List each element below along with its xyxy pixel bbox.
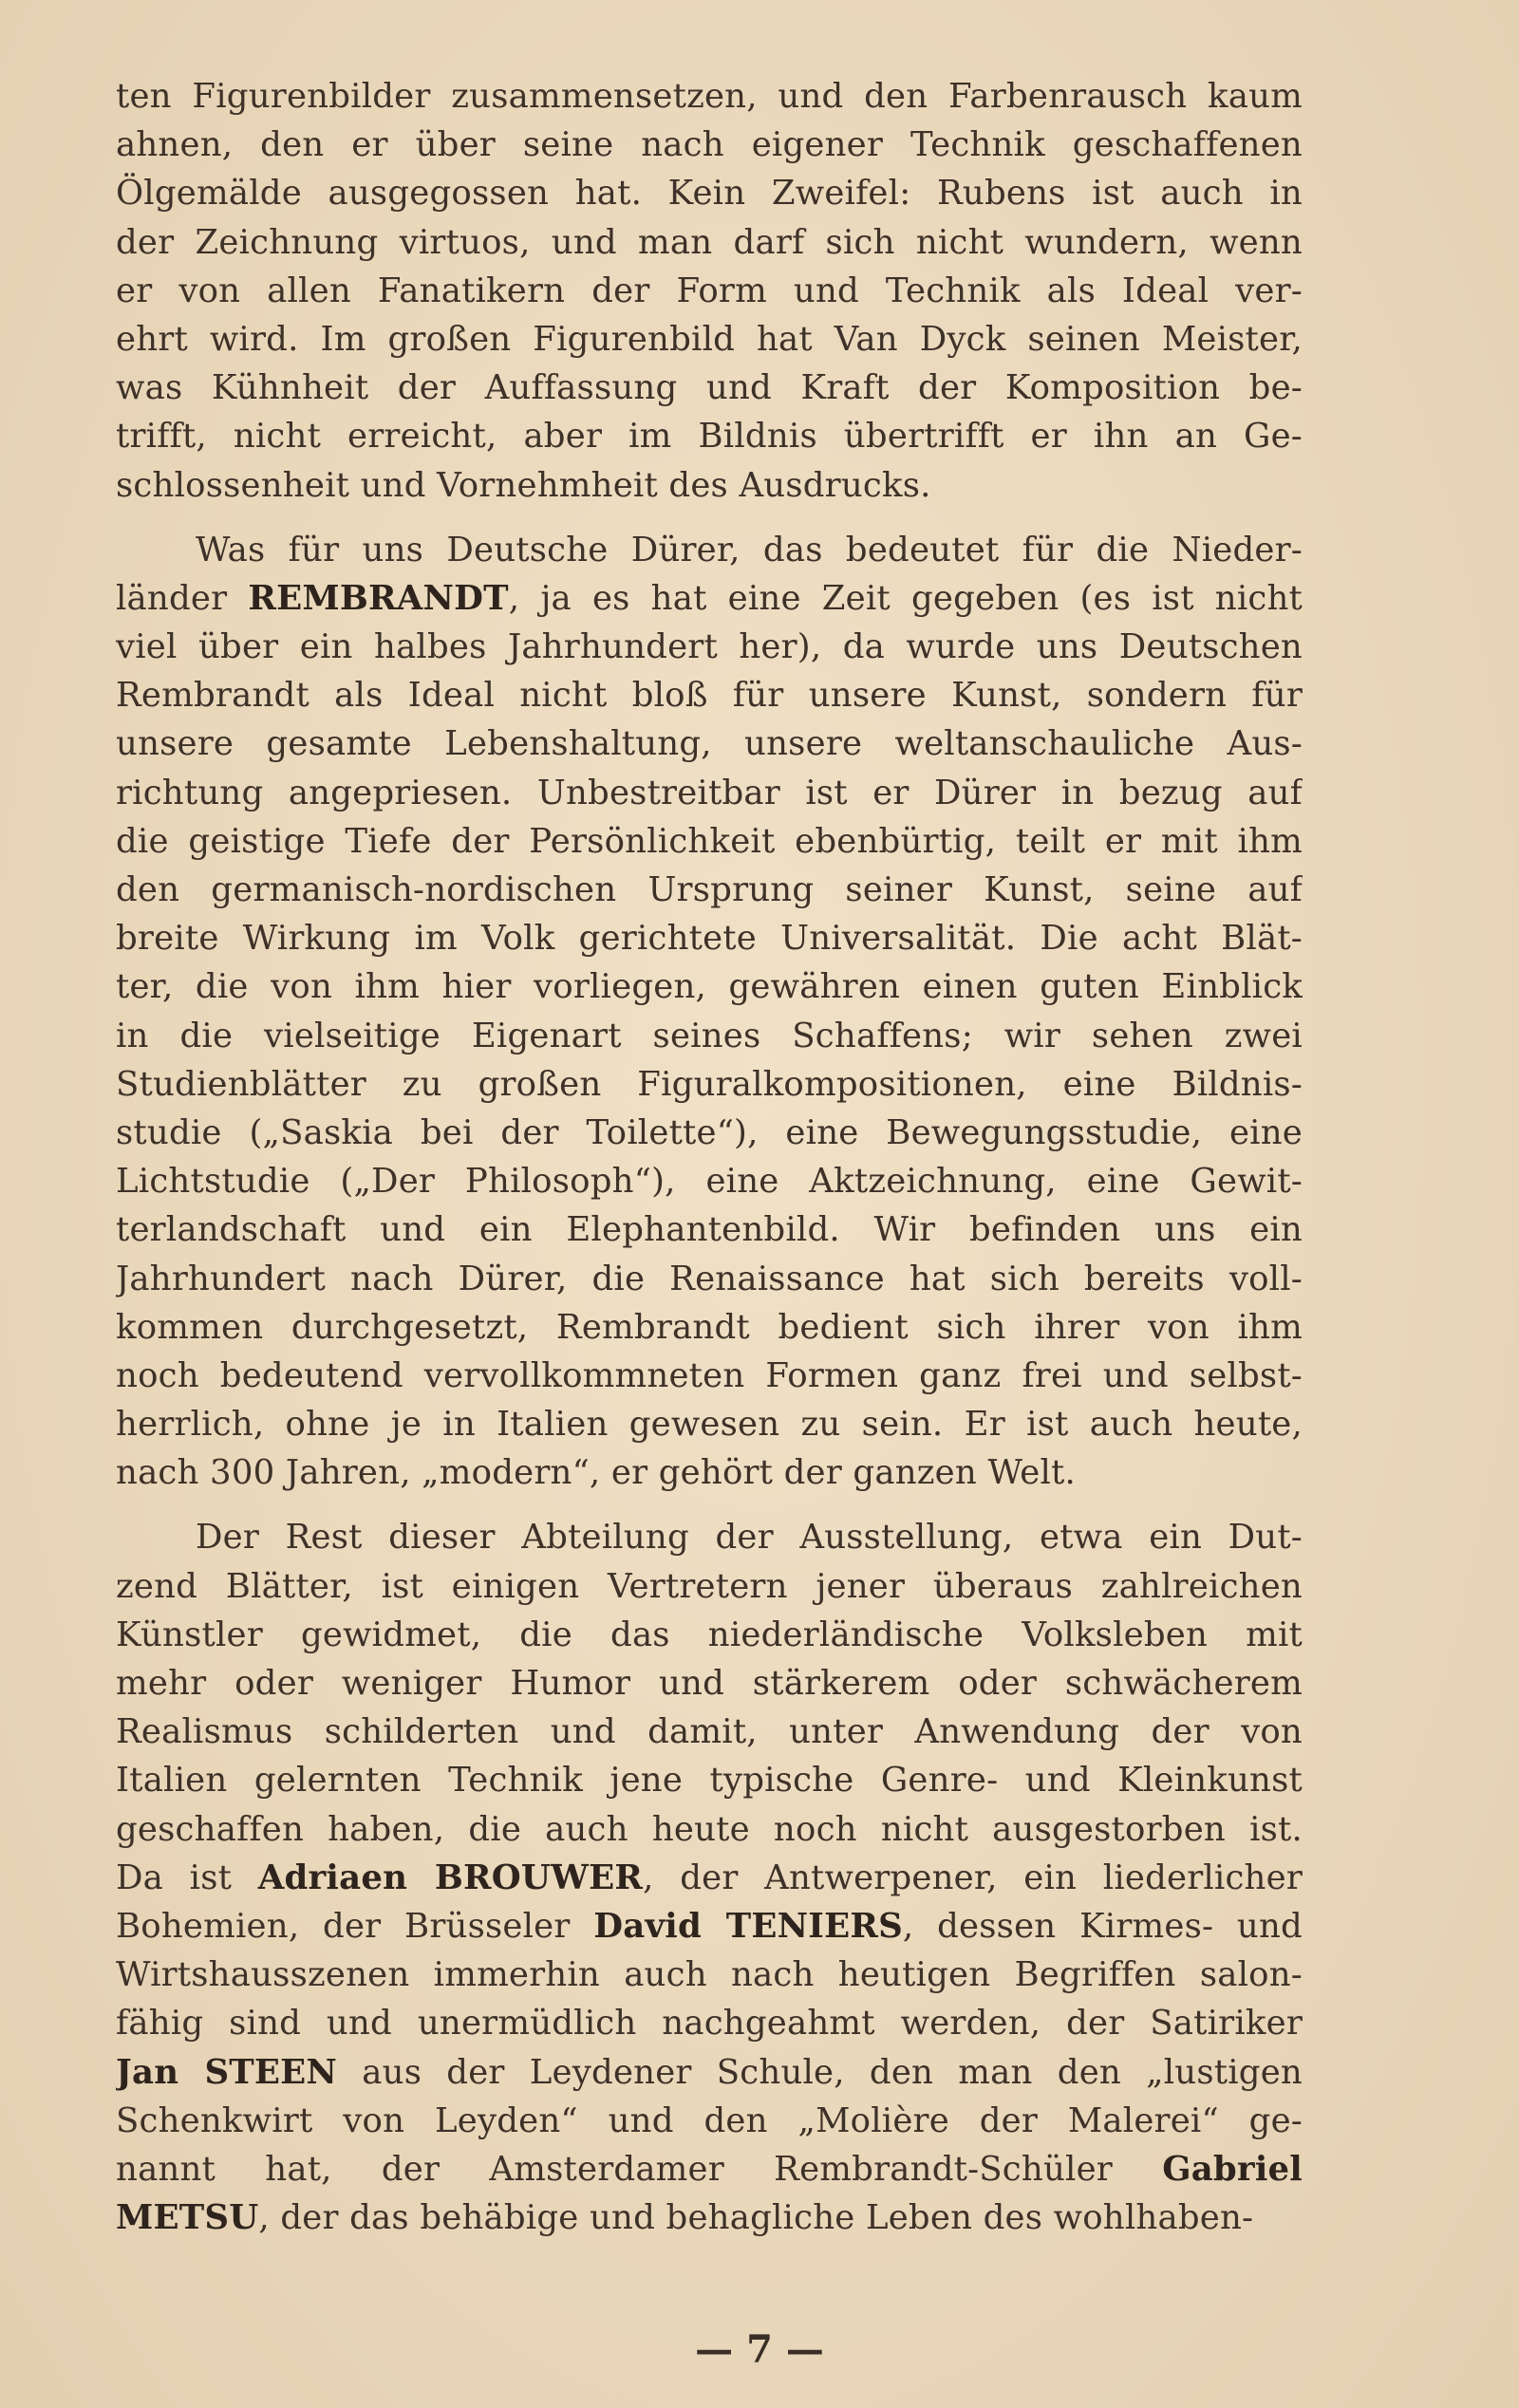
text-line — [116, 817, 1303, 866]
text-run: ehrt wird. Im großen Figurenbild hat Van Dyck seinen Meister, — [116, 319, 1303, 359]
text-line — [116, 1400, 1303, 1448]
text-run: kommen durchgesetzt, Rembrandt bedient sich ihrer von ihm — [116, 1307, 1303, 1347]
paragraph-gap — [116, 510, 1303, 526]
text-line — [116, 2097, 1303, 2145]
text-run: Da ist — [116, 1857, 258, 1897]
text-run: schlossenheit und Vornehmheit des Ausdrucks. — [116, 465, 931, 505]
text-run: zend Blätter, ist einigen Vertretern jener überaus zahlreichen — [116, 1566, 1303, 1606]
text-run: Ölgemälde ausgegossen hat. Kein Zweifel: Rubens ist auch in — [116, 174, 1303, 214]
text-run: noch bedeutend vervollkommneten Formen ganz frei und selbst- — [116, 1355, 1303, 1395]
text-line — [116, 1255, 1303, 1303]
text-line — [116, 1951, 1303, 1999]
paragraph — [116, 526, 1303, 1498]
text-run: unsere gesamte Lebenshaltung, unsere weltanschauliche Aus- — [116, 724, 1303, 764]
bold-name: Gabriel — [1162, 2149, 1303, 2189]
text-run: Lichtstudie („Der Philosoph“), eine Aktzeichnung, eine Gewit- — [116, 1162, 1303, 1202]
text-run: ten Figurenbilder zusammensetzen, und den Farbenrausch kaum — [116, 77, 1303, 116]
text-line — [116, 719, 1303, 768]
bold-name: Jan STEEN — [116, 2052, 338, 2092]
text-line — [116, 461, 1303, 510]
text-line — [116, 72, 1303, 121]
text-run: mehr oder weniger Humor und stärkerem oder schwächerem — [116, 1664, 1303, 1703]
text-run: Bohemien, der Brüsseler — [116, 1906, 594, 1946]
text-run: Schenkwirt von Leyden“ und den „Molière der Malerei“ ge- — [116, 2100, 1303, 2140]
text-line — [116, 169, 1303, 217]
text-line — [116, 1109, 1303, 1157]
bold-name: METSU — [116, 2198, 259, 2238]
text-run: richtung angepriesen. Unbestreitbar ist er Dürer in bezug auf — [116, 773, 1303, 812]
text-line — [116, 623, 1303, 671]
text-run: er von allen Fanatikern der Form und Technik als Ideal ver- — [116, 271, 1303, 310]
text-line — [116, 1157, 1303, 1205]
text-line — [116, 2048, 1303, 2097]
paragraph — [116, 72, 1303, 510]
text-line — [116, 1999, 1303, 2047]
text-line — [116, 1611, 1303, 1659]
text-run: Wirtshausszenen immerhin auch nach heutigen Begriffen salon- — [116, 1955, 1303, 1995]
text-line — [116, 121, 1303, 169]
paragraph-gap — [116, 1497, 1303, 1513]
text-line — [116, 962, 1303, 1011]
text-run: , der Antwerpener, ein liederlicher — [643, 1857, 1303, 1897]
text-line — [116, 526, 1303, 574]
text-run: studie („Saskia bei der Toilette“), eine Bewegungsstudie, eine — [116, 1112, 1303, 1152]
text-line — [116, 2193, 1303, 2242]
paragraph — [116, 1513, 1303, 2242]
text-line — [116, 1060, 1303, 1109]
page-number: — 7 — — [695, 2327, 824, 2372]
text-run: Der Rest dieser Abteilung der Ausstellung, etwa ein Dut- — [196, 1518, 1303, 1558]
text-run: in die vielseitige Eigenart seines Schaffens; wir sehen zwei — [116, 1016, 1303, 1055]
text-line — [116, 671, 1303, 719]
bold-name: REMBRANDT — [248, 578, 509, 618]
text-line — [116, 1805, 1303, 1854]
text-line — [116, 574, 1303, 623]
text-run: Was für uns Deutsche Dürer, das bedeutet für die Nieder- — [196, 530, 1303, 569]
text-run: breite Wirkung im Volk gerichtete Universalität. Die acht Blät- — [116, 919, 1303, 959]
text-run: , dessen Kirmes- und — [902, 1906, 1303, 1946]
text-run: nannt hat, der Amsterdamer Rembrandt-Schüler — [116, 2149, 1163, 2189]
text-run: nach 300 Jahren, „modern“, er gehört der ganzen Welt. — [116, 1453, 1076, 1493]
text-run: ter, die von ihm hier vorliegen, gewähren einen guten Einblick — [116, 967, 1303, 1007]
text-line — [116, 1562, 1303, 1611]
text-line — [116, 1012, 1303, 1060]
text-run: Realismus schilderten und damit, unter Anwendung der von — [116, 1712, 1303, 1752]
text-run: , der das behäbige und behagliche Leben des wohlhaben- — [258, 2198, 1254, 2238]
text-line — [116, 1708, 1303, 1756]
text-line — [116, 914, 1303, 962]
text-run: geschaffen haben, die auch heute noch nicht ausgestorben ist. — [116, 1809, 1303, 1849]
text-line — [116, 1448, 1303, 1497]
text-line — [116, 412, 1303, 460]
text-run: terlandschaft und ein Elephantenbild. Wir befinden uns ein — [116, 1210, 1303, 1250]
body-text — [116, 72, 1303, 2242]
text-run: herrlich, ohne je in Italien gewesen zu sein. Er ist auch heute, — [116, 1405, 1303, 1445]
text-run: der Zeichnung virtuos, und man darf sich nicht wundern, wenn — [116, 222, 1303, 262]
text-line — [116, 769, 1303, 817]
text-run: ahnen, den er über seine nach eigener Technik geschaffenen — [116, 125, 1303, 165]
text-run: Studienblätter zu großen Figuralkompositionen, eine Bildnis- — [116, 1064, 1303, 1104]
bold-name: Adriaen BROUWER — [257, 1857, 644, 1897]
text-run: Rembrandt als Ideal nicht bloß für unsere Kunst, sondern für — [116, 676, 1303, 716]
text-run: trifft, nicht erreicht, aber im Bildnis übertrifft er ihn an Ge- — [116, 417, 1303, 457]
text-line — [116, 364, 1303, 412]
text-line — [116, 866, 1303, 914]
text-line — [116, 1659, 1303, 1708]
text-run: was Kühnheit der Auffassung und Kraft der Komposition be- — [116, 368, 1303, 408]
text-line — [116, 1756, 1303, 1804]
text-run: den germanisch-nordischen Ursprung seiner Kunst, seine auf — [116, 870, 1303, 909]
text-line — [116, 1303, 1303, 1352]
text-line — [116, 315, 1303, 364]
text-run: viel über ein halbes Jahrhundert her), da wurde uns Deutschen — [116, 627, 1303, 667]
text-line — [116, 1854, 1303, 1902]
text-line — [116, 2145, 1303, 2193]
text-line — [116, 1205, 1303, 1254]
text-line — [116, 267, 1303, 315]
text-run: fähig sind und unermüdlich nachgeahmt werden, der Satiriker — [116, 2004, 1303, 2044]
text-run: länder — [116, 578, 249, 618]
text-run: Künstler gewidmet, die das niederländische Volksleben mit — [116, 1615, 1303, 1654]
text-run: aus der Leydener Schule, den man den „lustigen — [337, 2052, 1303, 2092]
text-line — [116, 1352, 1303, 1400]
text-run: , ja es hat eine Zeit gegeben (es ist nicht — [508, 578, 1303, 618]
bold-name: David TENIERS — [593, 1906, 903, 1946]
text-run: Italien gelernten Technik jene typische Genre- und Kleinkunst — [116, 1761, 1303, 1801]
text-run: Jahrhundert nach Dürer, die Renaissance hat sich bereits voll- — [116, 1259, 1303, 1298]
text-line — [116, 1902, 1303, 1951]
text-line — [116, 218, 1303, 267]
text-line — [116, 1513, 1303, 1561]
text-run: die geistige Tiefe der Persönlichkeit ebenbürtig, teilt er mit ihm — [116, 821, 1303, 861]
